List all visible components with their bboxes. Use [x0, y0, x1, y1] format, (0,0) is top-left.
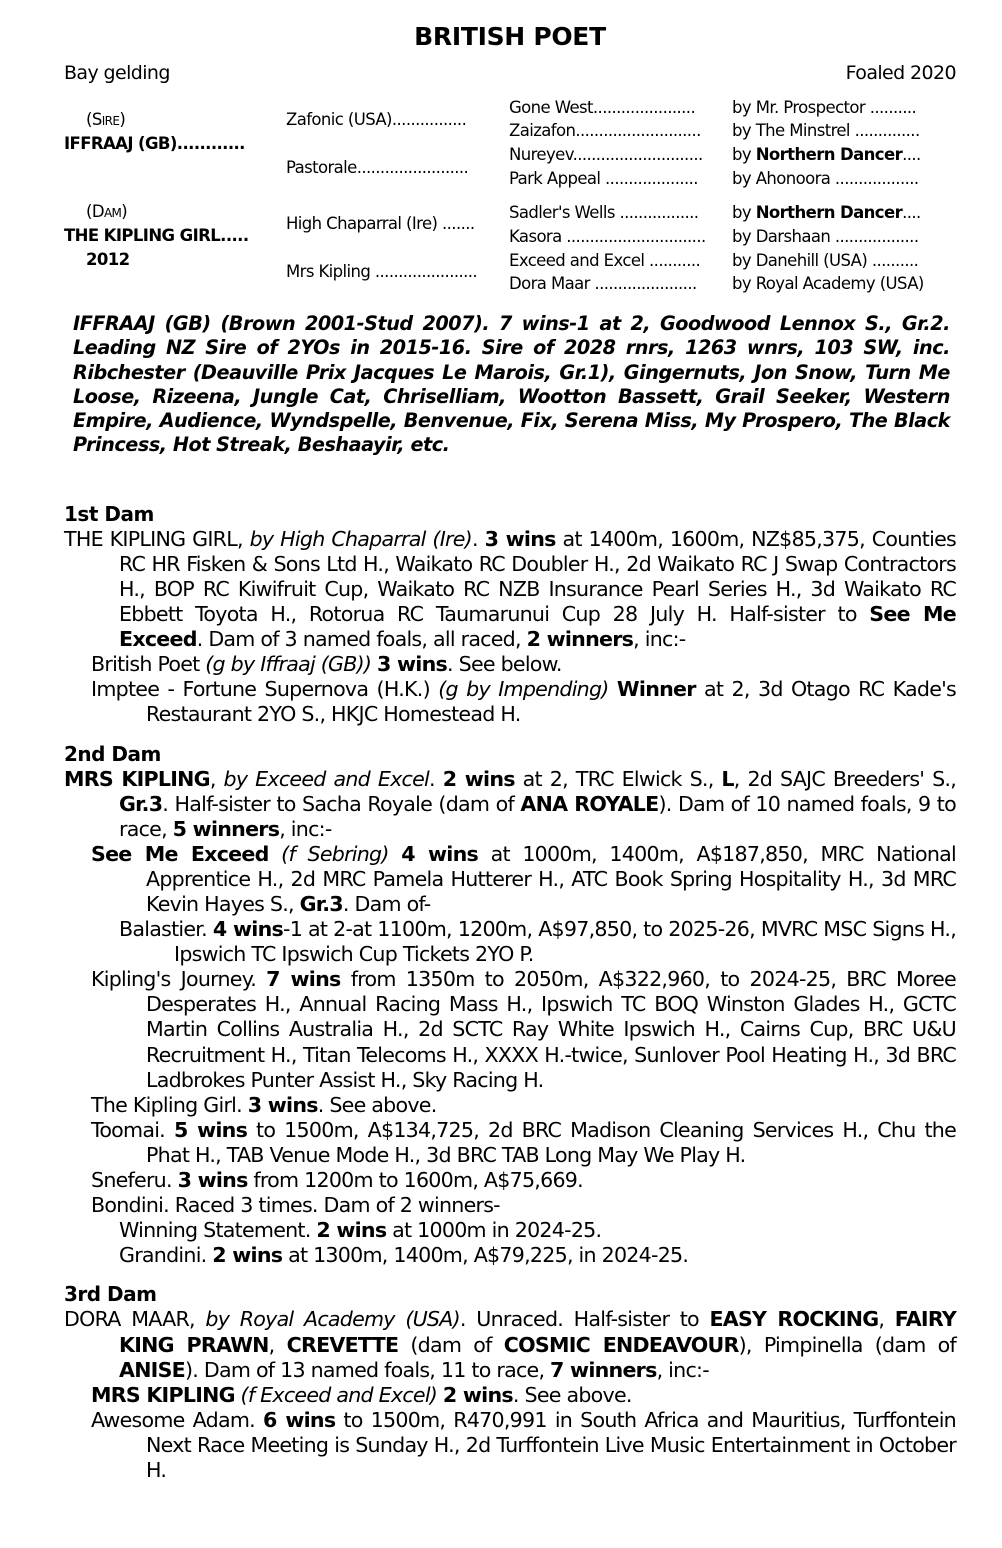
sire-name: IFFRAAJ (GB)............ [64, 134, 245, 153]
great-grandparent: Gone West...................... [509, 98, 696, 117]
progeny-entry: Sneferu. 3 wins from 1200m to 1600m, A$75,669. [91, 1168, 583, 1193]
pedigree-table [64, 94, 956, 304]
dam-section [64, 742, 956, 1269]
dam-section [64, 502, 956, 728]
grandsire-paternal: Zafonic (USA)................ [286, 110, 467, 129]
great-great-grandsire: by Ahonoora .................. [732, 169, 919, 188]
dam-name: THE KIPLING GIRL..... [64, 226, 249, 245]
progeny-entry: Toomai. 5 wins to 1500m, A$134,725, 2d BRC Madison Cleaning Services H., Chu the Phat H., TAB Venue Mode H., 3d BRC TAB Long May We Play H. [91, 1117, 956, 1167]
sire-summary: IFFRAAJ (GB) (Brown 2001-Stud 2007). 7 wins-1 at 2, Goodwood Lennox S., Gr.2. Leading NZ Sire of 2YOs in 2015-16. Sire of 2028 rnrs, 1263 wnrs, 103 SW, inc. Ribchester (Deauville Prix Jacques Le Marois, Gr.1), Gingernuts, Jon Snow, Turn Me Loose, Rizeena, Jungle Cat, Chriselliam, Wootton Bassett, Grail Seeker, Western Empire, Audience, Wyndspelle, Benvenue, Fix, Serena Miss, My Prospero, The Black Princess, Hot Streak, Beshaayir, etc. [73, 312, 950, 457]
sire-label: (Sire) [86, 110, 126, 129]
progeny-entry: Balastier. 4 wins-1 at 2-at 1100m, 1200m, A$97,850, to 2025-26, MVRC MSC Signs H., Ipswich TC Ipswich Cup Tickets 2YO P. [119, 917, 956, 967]
family-sections [64, 502, 956, 1483]
grandsire-maternal: High Chaparral (Ire) ....... [286, 214, 475, 233]
progeny-entry: Imptee - Fortune Supernova (H.K.) (g by Impending) Winner at 2, 3d Otago RC Kade's Restaurant 2YO S., HKJC Homestead H. [91, 677, 957, 727]
dam-entry: DORA MAAR, by Royal Academy (USA). Unraced. Half-sister to EASY ROCKING, FAIRY KING PRAWN, CREVETTE (dam of COSMIC ENDEAVOUR), Pimpinella (dam of ANISE). Dam of 13 named foals, 11 to race, 7 winners, inc:- [64, 1307, 957, 1382]
great-great-grandsire: by The Minstrel .............. [732, 121, 920, 140]
progeny-entry: British Poet (g by Iffraaj (GB)) 3 wins. See below. [91, 652, 562, 677]
great-grandparent: Exceed and Excel ........... [509, 251, 701, 270]
great-grandparent: Park Appeal .................... [509, 169, 698, 188]
great-great-grandsire: by Northern Dancer.... [732, 203, 921, 222]
dam-label: (Dam) [86, 202, 128, 221]
foaled-year: Foaled 2020 [845, 62, 956, 84]
great-grandparent: Zaizafon........................... [509, 121, 701, 140]
progeny-entry: Kipling's Journey. 7 wins from 1350m to 2050m, A$322,960, to 2024-25, BRC Moree Desperates H., Annual Racing Mass H., Ipswich TC BOQ Winston Glades H., GCTC Martin Collins Australia H., 2d SCTC Ray White Ipswich H., Cairns Cup, BRC U&U Recruitment H., Titan Telecoms H., XXXX H.-twice, Sunlover Pool Heating H., 3d BRC Ladbrokes Punter Assist H., Sky Racing H. [91, 967, 956, 1092]
great-great-grandsire: by Northern Dancer.... [732, 145, 921, 164]
progeny-entry: See Me Exceed (f Sebring) 4 wins at 1000m, 1400m, A$187,850, MRC National Apprentice H., 2d MRC Pamela Hutterer H., ATC Book Spring Hospitality H., 3d MRC Kevin Hayes S., Gr.3. Dam of- [91, 841, 956, 916]
dam-entry: MRS KIPLING, by Exceed and Excel. 2 wins at 2, TRC Elwick S., L, 2d SAJC Breeders' S., Gr.3. Half-sister to Sacha Royale (dam of ANA ROYALE). Dam of 10 named foals, 9 to race, 5 winners, inc:- [64, 766, 957, 841]
granddam-maternal: Mrs Kipling ...................... [286, 262, 478, 281]
great-great-grandsire: by Mr. Prospector .......... [732, 98, 917, 117]
progeny-entry: Grandini. 2 wins at 1300m, 1400m, A$79,225, in 2024-25. [119, 1243, 689, 1268]
dam-year: 2012 [86, 250, 130, 269]
great-grandparent: Dora Maar ...................... [509, 274, 697, 293]
great-great-grandsire: by Darshaan .................. [732, 227, 919, 246]
progeny-entry: MRS KIPLING (f Exceed and Excel) 2 wins. See above. [91, 1382, 632, 1407]
section-heading: 1st Dam [64, 501, 154, 526]
progeny-entry: The Kipling Girl. 3 wins. See above. [91, 1092, 437, 1117]
great-grandparent: Nureyev............................ [509, 145, 703, 164]
progeny-entry: Winning Statement. 2 wins at 1000m in 2024-25. [119, 1218, 602, 1243]
catalogue-page [64, 0, 956, 1483]
great-great-grandsire: by Danehill (USA) .......... [732, 251, 919, 270]
progeny-entry: Bondini. Raced 3 times. Dam of 2 winners- [91, 1193, 500, 1218]
great-grandparent: Sadler's Wells ................. [509, 203, 699, 222]
section-heading: 3rd Dam [64, 1282, 157, 1307]
section-heading: 2nd Dam [64, 741, 161, 766]
horse-description: Bay gelding [64, 62, 170, 84]
great-grandparent: Kasora .............................. [509, 227, 706, 246]
great-great-grandsire: by Royal Academy (USA) [732, 274, 924, 293]
dam-section [64, 1282, 956, 1483]
granddam-paternal: Pastorale........................ [286, 158, 469, 177]
horse-details-row [64, 62, 956, 88]
horse-name-title: BRITISH POET [414, 22, 606, 51]
dam-entry: THE KIPLING GIRL, by High Chaparral (Ire). 3 wins at 1400m, 1600m, NZ$85,375, Counties RC HR Fisken & Sons Ltd H., Waikato RC Doubler H., 2d Waikato RC J Swap Contractors H., BOP RC Kiwifruit Cup, Waikato RC NZB Insurance Pearl Series H., 3d Waikato RC Ebbett Toyota H., Rotorua RC Taumarunui Cup 28 July H. Half-sister to See Me Exceed. Dam of 3 named foals, all raced, 2 winners, inc:- [64, 526, 957, 652]
progeny-entry: Awesome Adam. 6 wins to 1500m, R470,991 in South Africa and Mauritius, Turffontein Next Race Meeting is Sunday H., 2d Turffontein Live Music Entertainment in October H. [91, 1407, 956, 1482]
